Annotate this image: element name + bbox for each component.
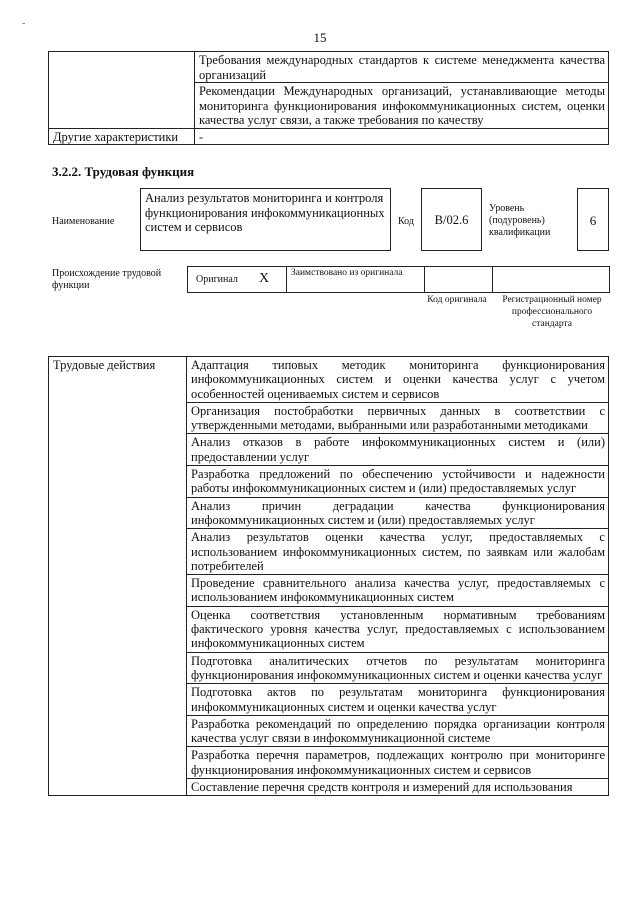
- other-characteristics-label: Другие характеристики: [49, 128, 195, 145]
- labor-action-item: Оценка соответствия установленным нормативным требованиям фактического уровня качества услуг, предоставляемых с использованием инфокоммуникационных систем: [187, 606, 609, 652]
- top-table: [48, 51, 609, 145]
- top-table-empty-cell: [49, 52, 195, 129]
- labor-action-item: Анализ результатов оценки качества услуг, предоставляемых с использованием инфокоммуникационных систем, по заявкам или жалобам потребителей: [187, 529, 609, 575]
- labor-action-item: Разработка рекомендаций по определению порядка организации контроля качества услуг связи в инфокоммуникационной системе: [187, 715, 609, 747]
- labor-action-item: Составление перечня средств контроля и измерений для использования: [187, 779, 609, 796]
- origin-code-cell: [424, 267, 493, 292]
- origin-reg-cell: [492, 267, 609, 292]
- function-name-value: Анализ результатов мониторинга и контроля функционирования инфокоммуникационных систем и сервисов: [145, 191, 385, 234]
- origin-row: [187, 266, 610, 293]
- code-caption: Код оригинала: [427, 295, 487, 305]
- labor-action-item: Анализ причин деградации качества функционирования инфокоммуникационных систем и (или) предоставляемых услуг: [187, 497, 609, 529]
- labor-actions-table: [48, 356, 609, 796]
- labor-action-item: Анализ отказов в работе инфокоммуникационных систем и (или) предоставлении услуг: [187, 434, 609, 466]
- labor-action-item: Организация постобработки первичных данных в соответствии с утвержденными методами, выбранными или разработанными методиками: [187, 402, 609, 434]
- name-label: Наименование: [52, 216, 115, 227]
- original-label: Оригинал: [196, 274, 238, 285]
- labor-action-item: Адаптация типовых методик мониторинга функционирования инфокоммуникационных систем и оценки качества услуг с учетом особенностей оцениваемых систем и сервисов: [187, 357, 609, 403]
- top-table-row-1: Требования международных стандартов к системе менеджмента качества организаций: [195, 52, 609, 83]
- page-number: 15: [313, 30, 327, 45]
- corner-mark: -: [22, 18, 26, 29]
- other-characteristics-value: -: [195, 128, 609, 145]
- code-label: Код: [398, 216, 414, 227]
- labor-actions-label: Трудовые действия: [49, 357, 187, 796]
- labor-action-item: Проведение сравнительного анализа качества услуг, предоставляемых с использованием инфокоммуникационных систем: [187, 575, 609, 607]
- borrowed-label: Заимствовано из оригинала: [291, 268, 403, 278]
- labor-action-item: Подготовка аналитических отчетов по результатам мониторинга функционирования инфокоммуникационных систем и оценки качества услуг: [187, 652, 609, 684]
- labor-action-item: Разработка предложений по обеспечению устойчивости и надежности работы инфокоммуникационных систем и (или) предоставляемых услуг: [187, 466, 609, 498]
- labor-action-item: Подготовка актов по результатам мониторинга функционирования инфокоммуникационных систем и оценки качества услуг: [187, 684, 609, 716]
- level-label: Уровень (подуровень) квалификации: [489, 203, 551, 238]
- origin-label: Происхождение трудовой функции: [52, 268, 162, 291]
- original-mark: X: [259, 271, 270, 286]
- function-name-box: [140, 188, 391, 251]
- borrowed-cell: [286, 267, 425, 292]
- section-title: 3.2.2. Трудовая функция: [52, 164, 195, 179]
- top-table-row-2: Рекомендации Международных организаций, устанавливающие методы мониторинга функционирования инфокоммуникационных систем, оценки качества услуг связи, а также требования по качеству: [195, 83, 609, 129]
- original-cell: [188, 267, 287, 292]
- code-box: [421, 188, 482, 251]
- reg-caption: Регистрационный номер профессионального стандарта: [502, 295, 602, 329]
- level-box: [577, 188, 609, 251]
- labor-action-item: Разработка перечня параметров, подлежащих контролю при мониторинге функционирования инфокоммуникационных систем и сервисов: [187, 747, 609, 779]
- level-value: 6: [589, 213, 597, 228]
- code-value: B/02.6: [434, 213, 469, 227]
